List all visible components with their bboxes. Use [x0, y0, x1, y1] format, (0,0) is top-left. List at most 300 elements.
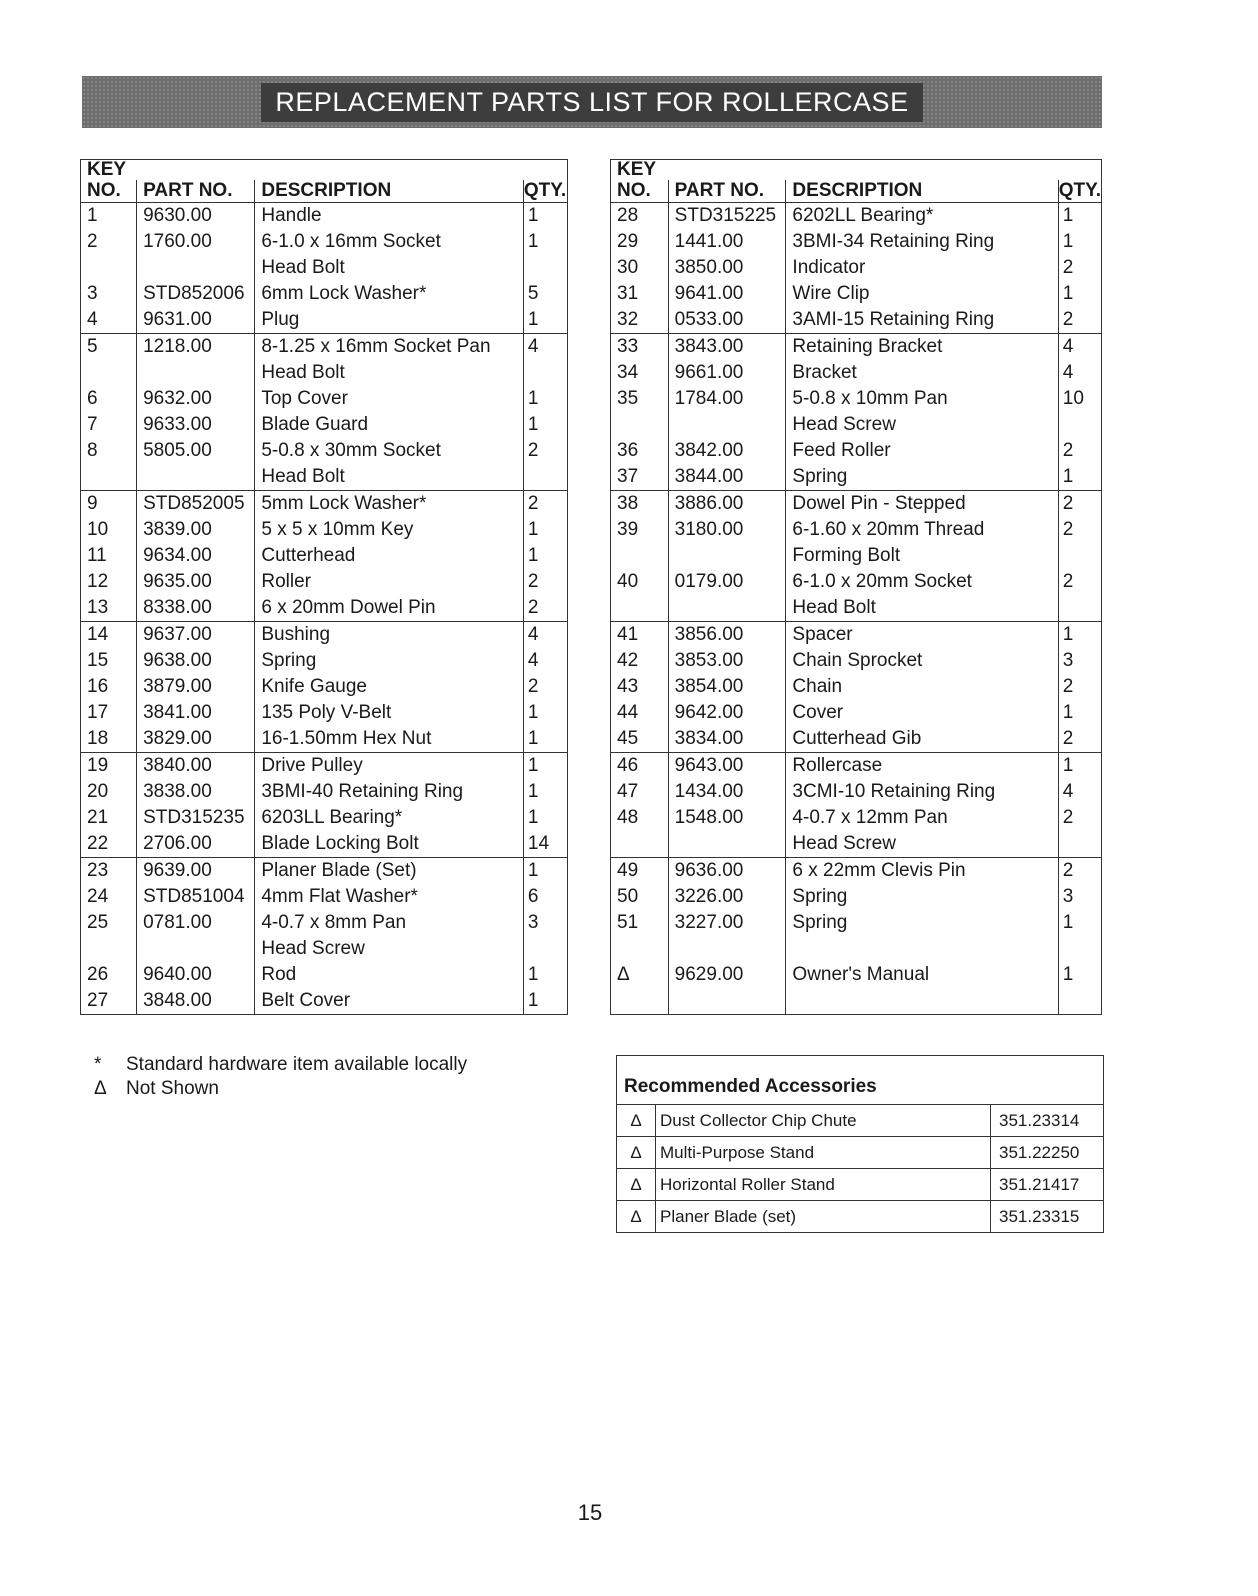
quantity-cell [1058, 936, 1101, 962]
description-cell: 6 x 20mm Dowel Pin [255, 595, 524, 622]
table-row [611, 517, 1102, 543]
part-number-cell: 5805.00 [137, 438, 255, 464]
key-cell: 24 [87, 886, 109, 907]
description-cell: Wire Clip [786, 281, 1058, 307]
page-number: 15 [577, 1500, 603, 1525]
quantity-cell: 1 [1058, 281, 1101, 307]
table-row [81, 360, 568, 386]
quantity-cell: 1 [1058, 700, 1101, 726]
key-cell: 35 [617, 388, 639, 409]
parts-table-right [610, 159, 1102, 1015]
table-row [611, 674, 1102, 700]
part-number-cell [137, 464, 255, 491]
description-cell: Roller [255, 569, 524, 595]
table-row [81, 753, 568, 780]
table-row [81, 884, 568, 910]
description-cell: Spacer [786, 622, 1058, 649]
table-row [81, 910, 568, 936]
key-cell: 7 [87, 414, 98, 435]
description-cell: Rod [255, 962, 524, 988]
key-cell: 32 [617, 309, 639, 330]
description-cell: 3BMI-34 Retaining Ring [786, 229, 1058, 255]
part-number-cell: 9639.00 [137, 858, 255, 885]
description-cell: Planer Blade (Set) [255, 858, 524, 885]
table-row [81, 386, 568, 412]
key-cell: 6 [87, 388, 98, 409]
key-cell: 48 [617, 807, 639, 828]
description-cell: 3BMI-40 Retaining Ring [255, 779, 524, 805]
description-cell: Head Bolt [255, 255, 524, 281]
quantity-cell [1058, 988, 1101, 1015]
description-cell: 4-0.7 x 12mm Pan [786, 805, 1058, 831]
description-cell: Belt Cover [255, 988, 524, 1015]
part-number-cell: 9636.00 [668, 858, 786, 885]
accessories-title: Recommended Accessories [617, 1056, 1103, 1105]
part-number-cell: 3850.00 [668, 255, 786, 281]
key-cell: 28 [617, 205, 639, 226]
quantity-cell: 3 [1058, 884, 1101, 910]
part-number-cell: 3226.00 [668, 884, 786, 910]
table-row [611, 648, 1102, 674]
description-cell: Head Bolt [255, 360, 524, 386]
description-cell: 6-1.0 x 16mm Socket [255, 229, 524, 255]
part-number-cell: 3841.00 [137, 700, 255, 726]
key-cell: 9 [81, 491, 137, 518]
key-cell: 27 [87, 990, 109, 1011]
part-number-cell [668, 831, 786, 858]
key-cell [81, 360, 137, 386]
title-banner [82, 76, 1102, 128]
description-cell: Forming Bolt [786, 543, 1058, 569]
quantity-cell: 2 [1058, 858, 1101, 885]
description-cell: Blade Guard [255, 412, 524, 438]
quantity-cell: 5 [523, 281, 567, 307]
table-row [611, 726, 1102, 753]
no-header: NO. [611, 180, 669, 203]
table-row [611, 700, 1102, 726]
key-cell: 30 [617, 257, 639, 278]
quantity-cell: 1 [1058, 962, 1101, 988]
key-cell [81, 936, 137, 962]
key-cell: 46 [611, 753, 669, 780]
table-row [611, 491, 1102, 518]
accessory-name: Multi-Purpose Stand [656, 1137, 991, 1169]
part-number-cell: 3854.00 [668, 674, 786, 700]
part-number-cell [668, 595, 786, 622]
quantity-cell: 4 [523, 622, 567, 649]
quantity-cell: 4 [1058, 334, 1101, 361]
quantity-cell: 1 [523, 858, 567, 885]
accessory-number: 351.23315 [991, 1201, 1104, 1233]
quantity-cell: 1 [523, 805, 567, 831]
quantity-cell [523, 255, 567, 281]
description-cell: 6-1.60 x 20mm Thread [786, 517, 1058, 543]
quantity-cell: 2 [523, 438, 567, 464]
table-row [81, 543, 568, 569]
quantity-cell: 1 [523, 307, 567, 334]
quantity-cell: 10 [1058, 386, 1101, 412]
accessory-number: 351.23314 [991, 1105, 1104, 1137]
table-row [81, 517, 568, 543]
quantity-cell: 1 [523, 229, 567, 255]
quantity-cell: 4 [1058, 360, 1101, 386]
quantity-cell: 1 [523, 726, 567, 753]
quantity-cell: 1 [1058, 464, 1101, 491]
quantity-cell: 1 [523, 700, 567, 726]
description-cell: Bushing [255, 622, 524, 649]
key-cell [81, 464, 137, 491]
description-header: DESCRIPTION [786, 180, 1058, 203]
table-row [611, 386, 1102, 412]
quantity-cell: 1 [1058, 753, 1101, 780]
delta-symbol: Δ [94, 1078, 107, 1099]
footnote-text: Standard hardware item available locally [126, 1054, 468, 1075]
key-cell: 1 [87, 205, 98, 226]
part-number-cell: 9630.00 [137, 203, 255, 230]
quantity-cell: 2 [1058, 569, 1101, 595]
key-cell: 3 [87, 283, 98, 304]
part-number-cell: 9635.00 [137, 569, 255, 595]
quantity-cell: 1 [523, 386, 567, 412]
table-row [611, 360, 1102, 386]
table-row [611, 543, 1102, 569]
description-cell: Cutterhead [255, 543, 524, 569]
quantity-cell: 1 [523, 962, 567, 988]
table-row [81, 831, 568, 858]
table-row [81, 464, 568, 491]
key-cell: 29 [617, 231, 639, 252]
quantity-cell: 2 [1058, 438, 1101, 464]
quantity-cell: 1 [523, 753, 567, 780]
quantity-cell: 1 [1058, 910, 1101, 936]
part-number-cell: 8338.00 [137, 595, 255, 622]
part-number-cell: 0533.00 [668, 307, 786, 334]
part-number-cell: 1441.00 [668, 229, 786, 255]
key-cell: 20 [87, 781, 109, 802]
table-row [81, 779, 568, 805]
part-number-cell [137, 255, 255, 281]
part-number-cell: 9629.00 [668, 962, 786, 988]
quantity-cell: 2 [1058, 517, 1101, 543]
accessory-row [617, 1137, 1103, 1169]
part-no-header: PART NO. [137, 180, 255, 203]
key-cell: 50 [617, 886, 639, 907]
key-cell [611, 831, 669, 858]
part-number-cell: 3840.00 [137, 753, 255, 780]
description-cell: 3CMI-10 Retaining Ring [786, 779, 1058, 805]
part-number-cell: 3886.00 [668, 491, 786, 518]
part-number-cell: 9632.00 [137, 386, 255, 412]
quantity-cell [1058, 412, 1101, 438]
description-cell: Spring [786, 464, 1058, 491]
description-cell [786, 936, 1058, 962]
table-row [81, 569, 568, 595]
key-header: KEY [617, 159, 657, 180]
description-cell: 135 Poly V-Belt [255, 700, 524, 726]
part-number-cell: 9638.00 [137, 648, 255, 674]
part-number-cell: STD852006 [137, 281, 255, 307]
key-header: KEY [87, 159, 127, 180]
accessory-number: 351.21417 [991, 1169, 1104, 1201]
key-cell: 10 [87, 519, 109, 540]
key-cell: 5 [81, 334, 137, 361]
description-cell: Dowel Pin - Stepped [786, 491, 1058, 518]
table-row [81, 936, 568, 962]
description-cell: Plug [255, 307, 524, 334]
description-cell: 8-1.25 x 16mm Socket Pan [255, 334, 524, 361]
description-cell: Owner's Manual [786, 962, 1058, 988]
quantity-cell: 1 [1058, 203, 1101, 230]
accessory-name: Dust Collector Chip Chute [660, 1110, 857, 1130]
quantity-cell: 1 [1058, 622, 1101, 649]
no-header: NO. [81, 180, 137, 203]
key-cell: 44 [617, 702, 639, 723]
page-title: REPLACEMENT PARTS LIST FOR ROLLERCASE [261, 83, 922, 122]
part-number-cell: 0179.00 [668, 569, 786, 595]
footnote [94, 1077, 467, 1101]
part-number-cell: 2706.00 [137, 831, 255, 858]
part-number-cell: 9642.00 [668, 700, 786, 726]
part-number-cell [668, 543, 786, 569]
key-cell: 15 [87, 650, 109, 671]
part-number-cell: 3842.00 [668, 438, 786, 464]
table-row [611, 622, 1102, 649]
description-cell: Bracket [786, 360, 1058, 386]
accessory-name: Planer Blade (set) [656, 1201, 991, 1233]
part-number-cell: 9633.00 [137, 412, 255, 438]
part-number-cell: 1760.00 [137, 229, 255, 255]
table-row [81, 438, 568, 464]
description-cell: Feed Roller [786, 438, 1058, 464]
description-cell: Chain [786, 674, 1058, 700]
key-cell: 39 [617, 519, 639, 540]
part-number-cell: 1548.00 [668, 805, 786, 831]
quantity-cell: 1 [523, 543, 567, 569]
quantity-cell: 1 [523, 779, 567, 805]
footnote-text: Not Shown [126, 1078, 219, 1099]
quantity-cell [1058, 831, 1101, 858]
description-cell: 3AMI-15 Retaining Ring [786, 307, 1058, 334]
key-cell: 14 [81, 622, 137, 649]
part-number-cell: 1218.00 [137, 334, 255, 361]
part-number-cell: 3853.00 [668, 648, 786, 674]
key-cell: 33 [611, 334, 669, 361]
quantity-cell [1058, 595, 1101, 622]
table-row [81, 229, 568, 255]
quantity-cell: 1 [523, 988, 567, 1015]
part-number-cell: 3829.00 [137, 726, 255, 753]
footnotes [94, 1053, 467, 1101]
description-cell: 6mm Lock Washer* [255, 281, 524, 307]
table-row [611, 779, 1102, 805]
part-number-cell [137, 360, 255, 386]
quantity-cell [523, 464, 567, 491]
delta-symbol: Δ [617, 1169, 656, 1201]
description-cell: Cover [786, 700, 1058, 726]
description-cell: Head Bolt [786, 595, 1058, 622]
key-cell [611, 936, 669, 962]
quantity-cell: 2 [523, 674, 567, 700]
qty-header: QTY. [1058, 180, 1101, 201]
part-number-cell [137, 936, 255, 962]
table-row [611, 595, 1102, 622]
key-cell: 21 [87, 807, 109, 828]
table-row [611, 910, 1102, 936]
delta-symbol: Δ [617, 1105, 656, 1137]
table-row [611, 255, 1102, 281]
parts-table-left [80, 159, 568, 1015]
key-cell: 26 [87, 964, 109, 985]
description-cell: Drive Pulley [255, 753, 524, 780]
key-cell: 42 [617, 650, 639, 671]
accessory-row [617, 1105, 1103, 1137]
accessory-row [617, 1169, 1103, 1201]
description-cell: 5-0.8 x 30mm Socket [255, 438, 524, 464]
table-row [81, 622, 568, 649]
description-cell: 16-1.50mm Hex Nut [255, 726, 524, 753]
footnote [94, 1053, 467, 1077]
description-cell: Head Screw [786, 831, 1058, 858]
table-row [611, 753, 1102, 780]
accessory-number: 351.22250 [991, 1137, 1104, 1169]
key-cell: 40 [617, 571, 639, 592]
quantity-cell: 2 [1058, 726, 1101, 753]
delta-symbol: Δ [617, 1201, 656, 1233]
part-number-cell: 3180.00 [668, 517, 786, 543]
quantity-cell: 1 [523, 412, 567, 438]
description-cell: 6202LL Bearing* [786, 203, 1058, 230]
table-row [611, 884, 1102, 910]
table-row [611, 229, 1102, 255]
part-number-cell: 9631.00 [137, 307, 255, 334]
quantity-cell: 14 [523, 831, 567, 858]
table-row [81, 412, 568, 438]
key-cell: Δ [617, 964, 630, 985]
quantity-cell [1058, 543, 1101, 569]
table-row [81, 726, 568, 753]
key-cell [81, 255, 137, 281]
description-cell: Spring [786, 910, 1058, 936]
key-cell: 34 [617, 362, 639, 383]
description-cell: 5 x 5 x 10mm Key [255, 517, 524, 543]
table-row [611, 464, 1102, 491]
quantity-cell: 2 [1058, 255, 1101, 281]
key-cell: 38 [611, 491, 669, 518]
table-row [611, 438, 1102, 464]
part-number-cell: 0781.00 [137, 910, 255, 936]
table-row [81, 203, 568, 230]
part-number-cell: 3839.00 [137, 517, 255, 543]
part-number-cell: STD851004 [137, 884, 255, 910]
table-row [81, 595, 568, 622]
part-number-cell: 9640.00 [137, 962, 255, 988]
table-row [81, 988, 568, 1015]
key-cell: 49 [611, 858, 669, 885]
part-number-cell: 3848.00 [137, 988, 255, 1015]
description-cell: 6 x 22mm Clevis Pin [786, 858, 1058, 885]
quantity-cell: 2 [1058, 491, 1101, 518]
key-cell: 16 [87, 676, 109, 697]
accessory-name: Horizontal Roller Stand [656, 1169, 991, 1201]
description-cell: Chain Sprocket [786, 648, 1058, 674]
part-number-cell: 9634.00 [137, 543, 255, 569]
key-cell: 18 [87, 728, 109, 749]
key-cell [611, 988, 669, 1015]
table-row [81, 255, 568, 281]
quantity-cell: 1 [1058, 229, 1101, 255]
key-cell: 12 [87, 571, 109, 592]
quantity-cell: 4 [523, 334, 567, 361]
quantity-cell: 6 [523, 884, 567, 910]
table-row [611, 334, 1102, 361]
description-cell: Head Screw [255, 936, 524, 962]
description-header: DESCRIPTION [255, 180, 524, 203]
description-cell: Spring [786, 884, 1058, 910]
quantity-cell: 2 [523, 595, 567, 622]
description-cell: Handle [255, 203, 524, 230]
quantity-cell: 2 [1058, 674, 1101, 700]
quantity-cell: 1 [523, 517, 567, 543]
part-number-cell: 3843.00 [668, 334, 786, 361]
table-row [81, 491, 568, 518]
table-row [611, 858, 1102, 885]
part-number-cell: STD852005 [137, 491, 255, 518]
accessory-row [617, 1201, 1103, 1233]
description-cell: Head Bolt [255, 464, 524, 491]
table-row [81, 307, 568, 334]
description-cell: Top Cover [255, 386, 524, 412]
description-cell: 4-0.7 x 8mm Pan [255, 910, 524, 936]
part-no-header: PART NO. [668, 180, 786, 203]
key-cell: 4 [87, 309, 98, 330]
description-cell: Blade Locking Bolt [255, 831, 524, 858]
table-row [611, 805, 1102, 831]
table-row [81, 858, 568, 885]
part-number-cell: 3879.00 [137, 674, 255, 700]
part-number-cell [668, 936, 786, 962]
part-number-cell: 9641.00 [668, 281, 786, 307]
description-cell: Retaining Bracket [786, 334, 1058, 361]
table-row [611, 412, 1102, 438]
table-row [81, 805, 568, 831]
table-row [611, 936, 1102, 962]
description-cell: Head Screw [786, 412, 1058, 438]
quantity-cell: 2 [523, 491, 567, 518]
part-number-cell: 9661.00 [668, 360, 786, 386]
part-number-cell: 3834.00 [668, 726, 786, 753]
part-number-cell: STD315225 [668, 203, 786, 230]
key-cell: 31 [617, 283, 639, 304]
key-cell: 8 [87, 440, 98, 461]
key-cell: 22 [87, 833, 109, 854]
key-cell: 2 [87, 231, 98, 252]
table-row [611, 569, 1102, 595]
recommended-accessories [616, 1055, 1104, 1233]
part-number-cell [668, 412, 786, 438]
description-cell: Spring [255, 648, 524, 674]
key-cell [611, 595, 669, 622]
quantity-cell [523, 936, 567, 962]
part-number-cell: 1784.00 [668, 386, 786, 412]
qty-header: QTY. [523, 180, 567, 201]
description-cell: Knife Gauge [255, 674, 524, 700]
key-cell: 43 [617, 676, 639, 697]
key-cell: 41 [611, 622, 669, 649]
quantity-cell: 1 [523, 203, 567, 230]
table-row [81, 674, 568, 700]
quantity-cell: 2 [1058, 805, 1101, 831]
description-cell: 6203LL Bearing* [255, 805, 524, 831]
